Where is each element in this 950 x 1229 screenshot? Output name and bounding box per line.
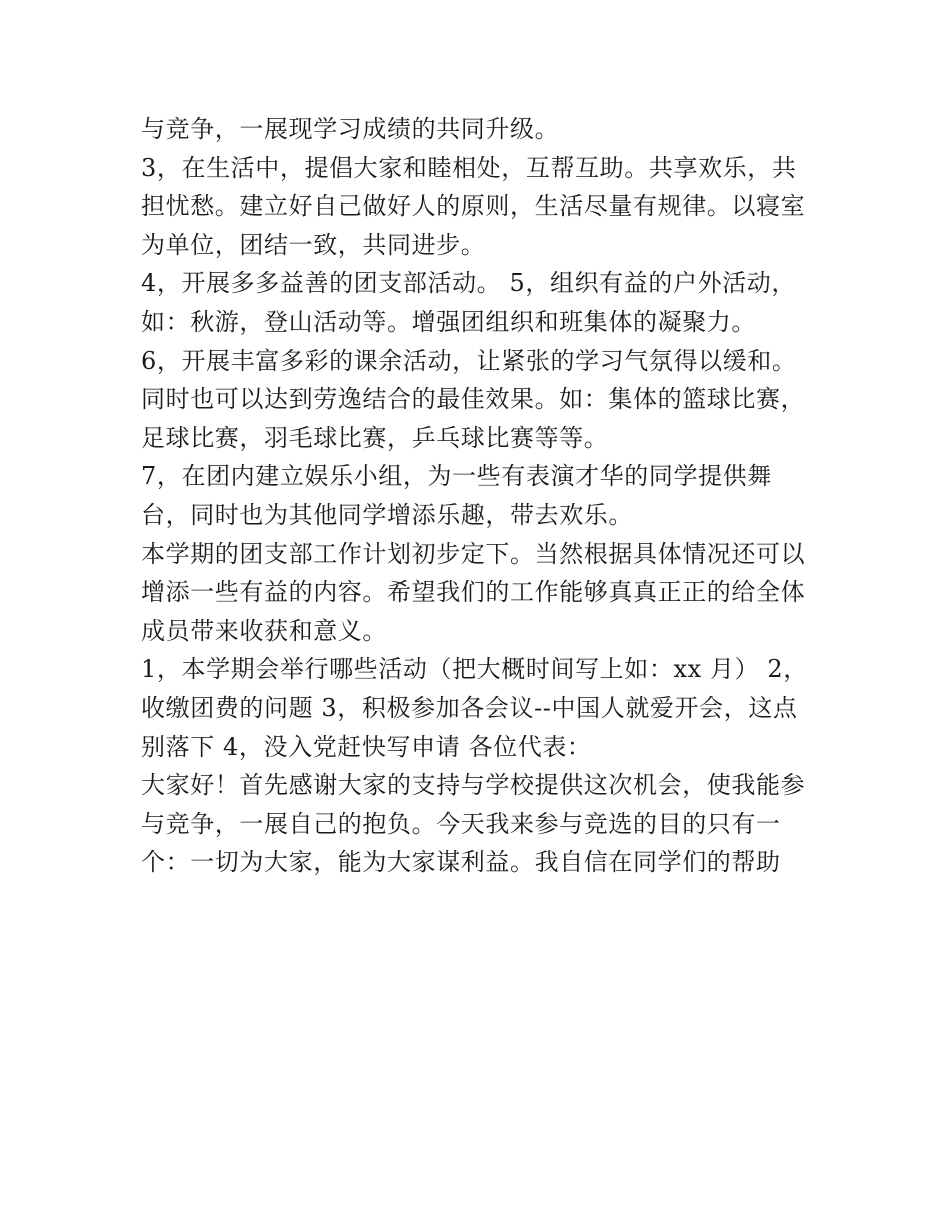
text-line: 成员带来收获和意义。 — [141, 616, 387, 645]
text-line: 别落下 4，没入党赶快写申请 各位代表： — [141, 732, 592, 761]
text-line: 6，开展丰富多彩的课余活动，让紧张的学习气氛得以缓和。 — [141, 346, 797, 375]
text-line: 与竞争，一展自己的抱负。今天我来参与竞选的目的只有一 — [141, 809, 781, 838]
text-line: 本学期的团支部工作计划初步定下。当然根据具体情况还可以 — [141, 539, 806, 568]
text-line: 增添一些有益的内容。希望我们的工作能够真真正正的给全体 — [141, 578, 806, 607]
text-line: 与竞争，一展现学习成绩的共同升级。 — [141, 115, 560, 143]
text-line: 7，在团内建立娱乐小组，为一些有表演才华的同学提供舞 — [141, 462, 772, 491]
text-line: 同时也可以达到劳逸结合的最佳效果。如：集体的篮球比赛， — [141, 385, 806, 414]
text-line: 4，开展多多益善的团支部活动。 5，组织有益的户外活动， — [141, 269, 796, 298]
text-line: 足球比赛，羽毛球比赛，乒乓球比赛等等。 — [141, 423, 609, 452]
text-line: 为单位，团结一致，共同进步。 — [141, 230, 486, 259]
text-line: 1，本学期会举行哪些活动（把大概时间写上如：xx 月） 2， — [141, 655, 808, 684]
text-line: 3，在生活中，提倡大家和睦相处，互帮互助。共享欢乐，共 — [141, 153, 797, 182]
text-line: 大家好！首先感谢大家的支持与学校提供这次机会，使我能参 — [141, 771, 806, 800]
text-line: 收缴团费的问题 3，积极参加各会议--中国人就爱开会，这点 — [141, 693, 798, 722]
text-line: 个：一切为大家，能为大家谋利益。我自信在同学们的帮助 — [141, 848, 781, 877]
body-text — [141, 110, 831, 882]
text-line: 如：秋游，登山活动等。增强团组织和班集体的凝聚力。 — [141, 307, 756, 336]
text-line: 担忧愁。建立好自己做好人的原则，生活尽量有规律。以寝室 — [141, 192, 806, 221]
text-line: 台，同时也为其他同学增添乐趣，带去欢乐。 — [141, 500, 633, 529]
